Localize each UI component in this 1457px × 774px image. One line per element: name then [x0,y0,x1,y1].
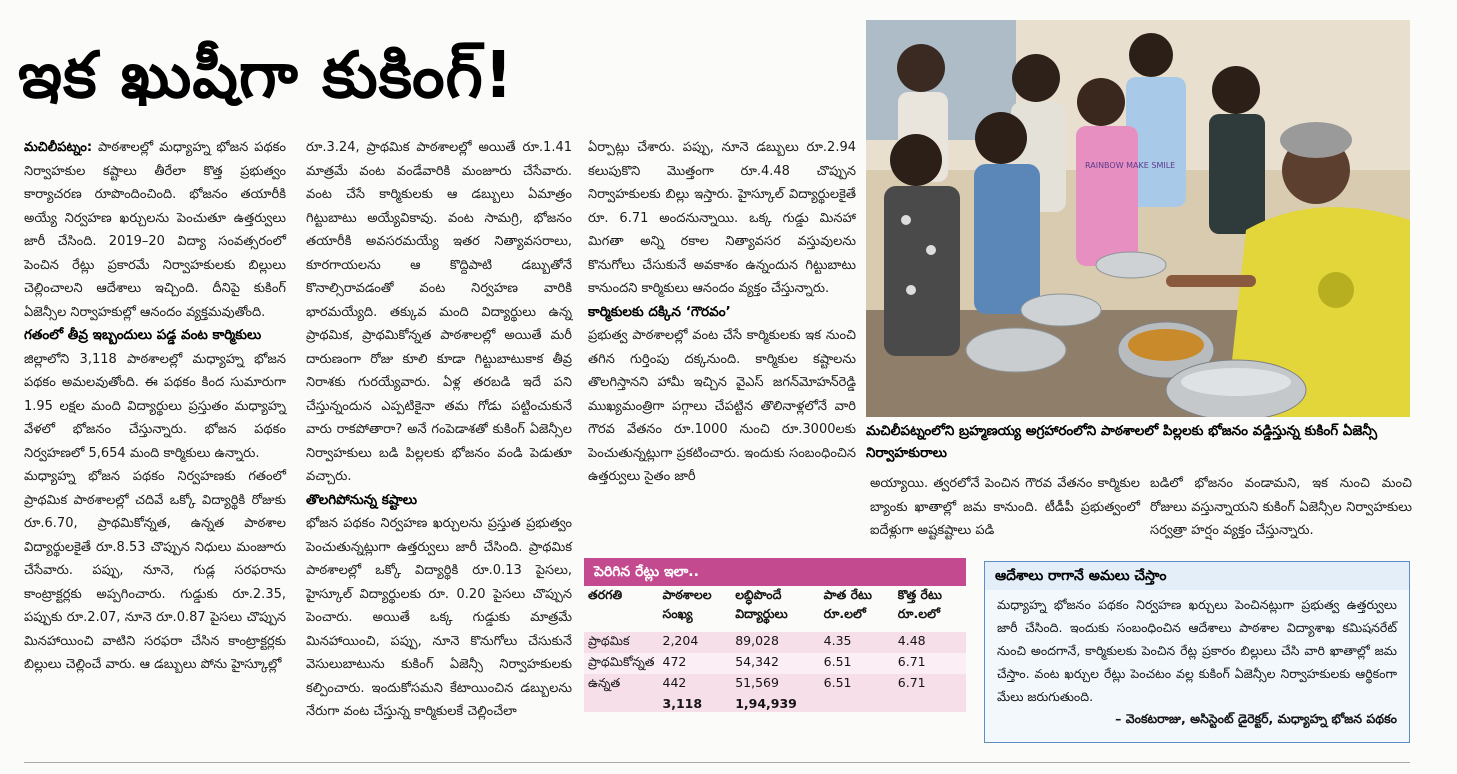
table-cell: 6.51 [820,653,894,674]
table-cell: 6.71 [894,674,966,695]
bottom-rule [24,762,1410,763]
table-cell: 2,204 [659,632,732,653]
quote-title: ఆదేశాలు రాగానే అమలు చేస్తాం [985,562,1409,590]
table-cell: 4.48 [894,632,966,653]
table-row [584,674,966,695]
quote-box [984,561,1410,743]
news-photo [866,20,1410,417]
table-cell [820,695,894,712]
quote-body: మధ్యాహ్న భోజనం పథకం నిర్వహణ ఖర్చులు పెంచినట్లుగా ప్రభుత్వ ఉత్తర్వులు జారీ చేసింది. ఇందుకు సంబంధించిన ఆదేశాలు పాఠశాల విద్యాశాఖ కమిషనరేట్ నుంచి అందగానే, కార్మికులకు పెంచిన రేట్ల ప్రకారం బిల్లులు చేసి వారి ఖాతాల్లో జమ చేస్తాం. వంట ఖర్చుల రేట్లు పెంచటం వల్ల కుకింగ్ ఏజెన్సీల నిర్వాహకులకు ఆర్థికంగా మేలు జరుగుతుంది. [997,597,1397,704]
table-cell: 51,569 [731,674,819,695]
table-cell [584,695,659,712]
shirt-print: RAINBOW MAKE SMILE [1085,161,1176,170]
child-figure [1209,66,1265,234]
table-cell: 472 [659,653,732,674]
rates-table-title: పెరిగిన రేట్లు ఇలా.. [584,558,966,586]
paragraph-text: పాఠశాలల్లో మధ్యాహ్న భోజన పథకం నిర్వాహకుల కష్టాలు తీరేలా కొత్త ప్రభుత్వం కార్యాచరణ రూపొందించింది. భోజనం తయారీకి అయ్యే నిర్వహణ ఖర్చులను పెంచుతూ ఉత్తర్వులు జారీ చేసింది. 2019–20 విద్యా సంవత్సరంలో పెంచిన రేట్లు ప్రకారమే నిర్వాహకులకు బిల్లులు చెల్లించాలని ఆదేశాలు ఇచ్చింది. దీనిపై కుకింగ్ ఏజెన్సీల నిర్వాహకుల్లో ఆనందం వ్యక్తమవుతోంది. [24,140,286,320]
photo-caption: మచిలీపట్నంలోని బ్రహ్మణయ్య అగ్రహారంలోని పాఠశాలలో పిల్లలకు భోజనం వడ్డిస్తున్న కుకింగ్ ఏజెన్సీ నిర్వాహకురాలు [866,423,1378,461]
rates-table [584,586,966,712]
column-header: లబ్ధిపొందే విద్యార్థులు [735,587,788,621]
headline: ఇక ఖుషీగా కుకింగ్! [18,39,515,113]
article-column-2 [306,136,572,724]
table-cell: 4.35 [820,632,894,653]
table-cell: 3,118 [659,695,732,712]
paragraph: ప్రభుత్వ పాఠశాలల్లో వంట చేసే కార్మికులకు ఇక నుంచి తగిన గుర్తింపు దక్కనుంది. కార్మికుల కష్టాలను తొలగిస్తానని హామీ ఇచ్చిన వైఎస్ జగన్‌మోహన్‌రెడ్డి ముఖ్యమంత్రిగా పగ్గాలు చేపట్టిన తొలినాళ్లలోనే వారి గౌరవ వేతనం రూ.1000 నుంచి రూ.3000లకు పెంచుతున్నట్లుగా ప్రకటించారు. ఇందుకు సంబంధించిన ఉత్తర్వులు సైతం జారీ [588,328,856,484]
table-cell: 54,342 [731,653,819,674]
paragraph: ఏర్పాట్లు చేశారు. పప్పు, నూనె డబ్బులు రూ.2.94 కలుపుకొని మొత్తంగా రూ.4.48 చొప్పున నిర్వాహకులకు బిల్లు ఇస్తారు. హైస్కూల్ విద్యార్థులకైతే రూ. 6.71 అందనున్నాయి. ఒక్క గుడ్డు మినహా మిగతా అన్ని రకాల నిత్యావసర వస్తువులను కొనుగోలు చేసుకునే అవకాశం ఉన్నందున గిట్టుబాటు కానుందని కార్మికులు ఆనందం వ్యక్తం చేస్తున్నారు. [588,140,856,296]
article-column-4b: బడిలో భోజనం వండామని, ఇక నుంచి మంచి రోజులు వస్తున్నాయని కుకింగ్ ఏజెన్సీల నిర్వాహకులు సర్వత్రా హర్షం వ్యక్తం చేస్తున్నారు. [1150,476,1412,538]
table-cell: ప్రాథమికోన్నత [584,653,659,674]
paragraph: భోజన పథకం నిర్వహణ ఖర్చులను ప్రస్తుత ప్రభుత్వం పెంచుతున్నట్లుగా ఉత్తర్వులు జారీ చేసింది. ప్రాథమిక పాఠశాలల్లో ఒక్కో విద్యార్థికి రూ.0.13 పైసలు, హైస్కూల్ విద్యార్థులకు రూ. 0.20 పైసలు చొప్పున పెంచారు. అయితే ఒక్క గుడ్డుకు మాత్రమే మినహాయించి, పప్పు, నూనె కొనుగోలు చేసుకునే వెసులుబాటును కుకింగ్ ఏజెన్సీ నిర్వాహకులకు కల్పించారు. ఇందుకోసమని కేటాయించిన డబ్బులను నేరుగా వంట చేస్తున్న కార్మికులకే చెల్లించేలా [306,516,572,719]
table-cell [894,695,966,712]
subheading: తొలగిపోనున్న కష్టాలు [306,491,418,508]
table-cell: ఉన్నత [584,674,659,695]
column-header: పాఠశాలల సంఖ్య [662,587,712,621]
table-cell: ప్రాథమిక [584,632,659,653]
rates-table-box [584,558,966,744]
table-cell: 1,94,939 [731,695,819,712]
column-header: పాత రేటు రూ.లలో [823,587,873,621]
article-column-3 [588,136,856,489]
dateline: మచిలీపట్నం: [24,140,93,155]
table-row [584,632,966,653]
article-column-4a: అయ్యాయి. త్వరలోనే పెంచిన గౌరవ వేతనం కార్మికుల బ్యాంకు ఖాతాల్లో జమ కానుంది. టీడీపీ ప్రభుత్వంలో ఐదేళ్లుగా అష్టకష్టాలు పడి [870,476,1140,538]
table-header-row [584,586,966,632]
table-total-row [584,695,966,712]
column-header: కొత్త రేటు రూ.లలో [897,587,942,621]
table-cell: 89,028 [731,632,819,653]
paragraph: మధ్యాహ్న భోజన పథకం నిర్వహణకు గతంలో ప్రాథమిక పాఠశాలల్లో చదివే ఒక్కో విద్యార్థికి రోజుకు రూ.6.70, ప్రాథమికోన్నత, ఉన్నత పాఠశాల విద్యార్థులకైతే రూ.8.53 చొప్పున నిధులు మంజూరు చేసేవారు. పప్పు, నూనె, గుడ్ల సరఫరాను కాంట్రాక్టర్లకు అప్పగించారు. గుడ్డుకు రూ.2.35, పప్పుకు రూ.2.07, నూనె రూ.0.87 పైసలు చొప్పున మినహాయించి వాటిని సరఫరా చేసిన కాంట్రాక్టర్లకు బిల్లులు చెల్లించే వారు. ఆ డబ్బులు పోను హైస్కూల్లో [24,469,286,672]
subheading: కార్మికులకు దక్కిన ‘గౌరవం’ [588,303,731,320]
table-row [584,653,966,674]
article-column-1 [24,136,286,677]
column-header: తరగతి [588,587,623,602]
table-cell: 6.51 [820,674,894,695]
paragraph [24,136,286,324]
table-cell: 6.71 [894,653,966,674]
paragraph: రూ.3.24, ప్రాథమిక పాఠశాలల్లో అయితే రూ.1.41 మాత్రమే వంట వండేవారికి మంజూరు చేసేవారు. వంట చేసే కార్మికులకు ఆ డబ్బులు ఏమాత్రం గిట్టుబాటు అయ్యేవికావు. వంట సామగ్రి, భోజనం తయారీకి అవసరమయ్యే ఇతర నిత్యావసరాలు, కూరగాయలను ఆ కొద్దిపాటి డబ్బుతోనే కొనాల్సిరావడంతో వంట నిర్వహణ వారికి భారమయ్యేది. తక్కువ మంది విద్యార్థులు ఉన్న ప్రాథమిక, ప్రాథమికోన్నత పాఠశాలల్లో అయితే మరీ దారుణంగా రోజు కూలి కూడా గిట్టుబాటుకాక తీవ్ర నిరాశకు గురయ్యేవారు. ఏళ్ల తరబడి ఇదే పని చేస్తున్నందున ఎప్పటికైనా తమ గోడు పట్టించుకునే వారు రాకపోతారా? అనే గంపెడాశతో కుకింగ్ ఏజెన్సీల నిర్వాహకులు బడి పిల్లలకు భోజనం వండి పెడుతూ వచ్చారు. [306,140,572,484]
subheading: గతంలో తీవ్ర ఇబ్బందులు పడ్డ వంట కార్మికులు [24,327,262,343]
table-cell: 442 [659,674,732,695]
paragraph: జిల్లాలోని 3,118 పాఠశాలల్లో మధ్యాహ్న భోజన పథకం అమలవుతోంది. ఈ పథకం కింద సుమారుగా 1.95 లక్షల మంది విద్యార్థులు ప్రస్తుతం మధ్యాహ్న వేళలో భోజనం చేస్తున్నారు. భోజన పథకం నిర్వహణలో 5,654 మంది కార్మికులు ఉన్నారు. [24,351,286,461]
photo-illustration [866,20,1410,417]
quote-attribution: – వెంకటరాజు, అసిస్టెంట్ డైరెక్టర్, మధ్యాహ్న భోజన పథకం [1115,711,1397,726]
